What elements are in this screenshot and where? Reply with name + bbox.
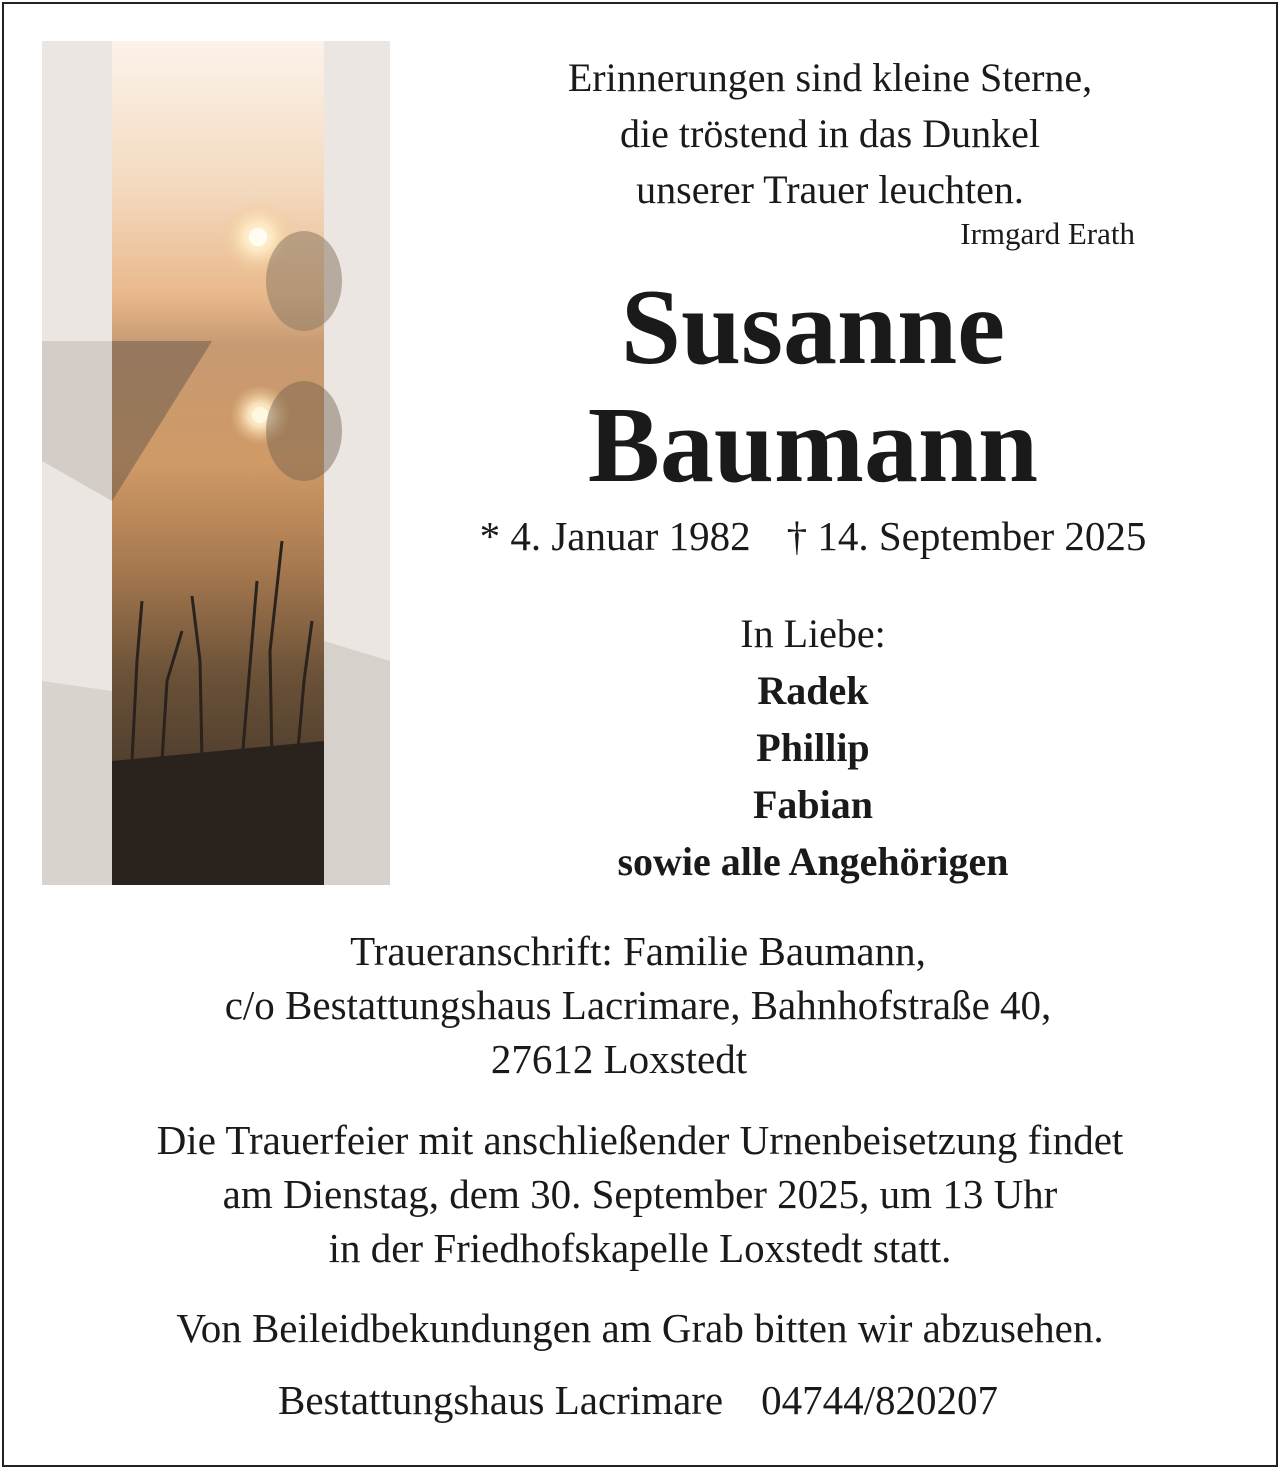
birth-date: * 4. Januar 1982 — [479, 513, 751, 559]
deceased-first-name: Susanne — [620, 268, 1006, 387]
service-line: am Dienstag, dem 30. September 2025, um 13 Uhr — [222, 1171, 1058, 1217]
funeral-home-footer — [0, 1373, 1278, 1427]
mourning-address — [0, 924, 1278, 1086]
life-dates — [413, 512, 1213, 560]
service-line: in der Friedhofskapelle Loxstedt statt. — [328, 1225, 952, 1271]
mourner-name: Radek — [757, 668, 869, 713]
quote-author: Irmgard Erath — [960, 216, 1135, 251]
deceased-last-name: Baumann — [587, 386, 1039, 505]
address-line: c/o Bestattungshaus Lacrimare, Bahnhofstraße 40, — [224, 982, 1052, 1028]
service-line: Die Trauerfeier mit anschließender Urnenbeisetzung findet — [156, 1117, 1124, 1163]
quote-line: unserer Trauer leuchten. — [636, 167, 1024, 212]
sunrise-canal-photo — [42, 41, 390, 885]
funeral-service-info — [0, 1113, 1280, 1275]
funeral-home-name: Bestattungshaus Lacrimare — [277, 1377, 724, 1423]
quote-line: die tröstend in das Dunkel — [620, 111, 1040, 156]
condolence-note: Von Beileidbekundungen am Grab bitten wir abzusehen. — [176, 1305, 1104, 1351]
death-date: † 14. September 2025 — [786, 513, 1147, 559]
mourners-intro: In Liebe: — [740, 611, 886, 656]
quote-line: Erinnerungen sind kleine Sterne, — [567, 55, 1093, 100]
funeral-home-phone: 04744/820207 — [761, 1377, 999, 1423]
mourners-list — [413, 605, 1213, 890]
address-line: Traueranschrift: Familie Baumann, — [350, 928, 926, 974]
mourner-name: Phillip — [756, 725, 870, 770]
mourner-name: sowie alle Angehörigen — [617, 839, 1009, 884]
mourner-name: Fabian — [752, 782, 874, 827]
address-line: 27612 Loxstedt — [490, 1036, 748, 1082]
memorial-quote — [430, 50, 1230, 218]
